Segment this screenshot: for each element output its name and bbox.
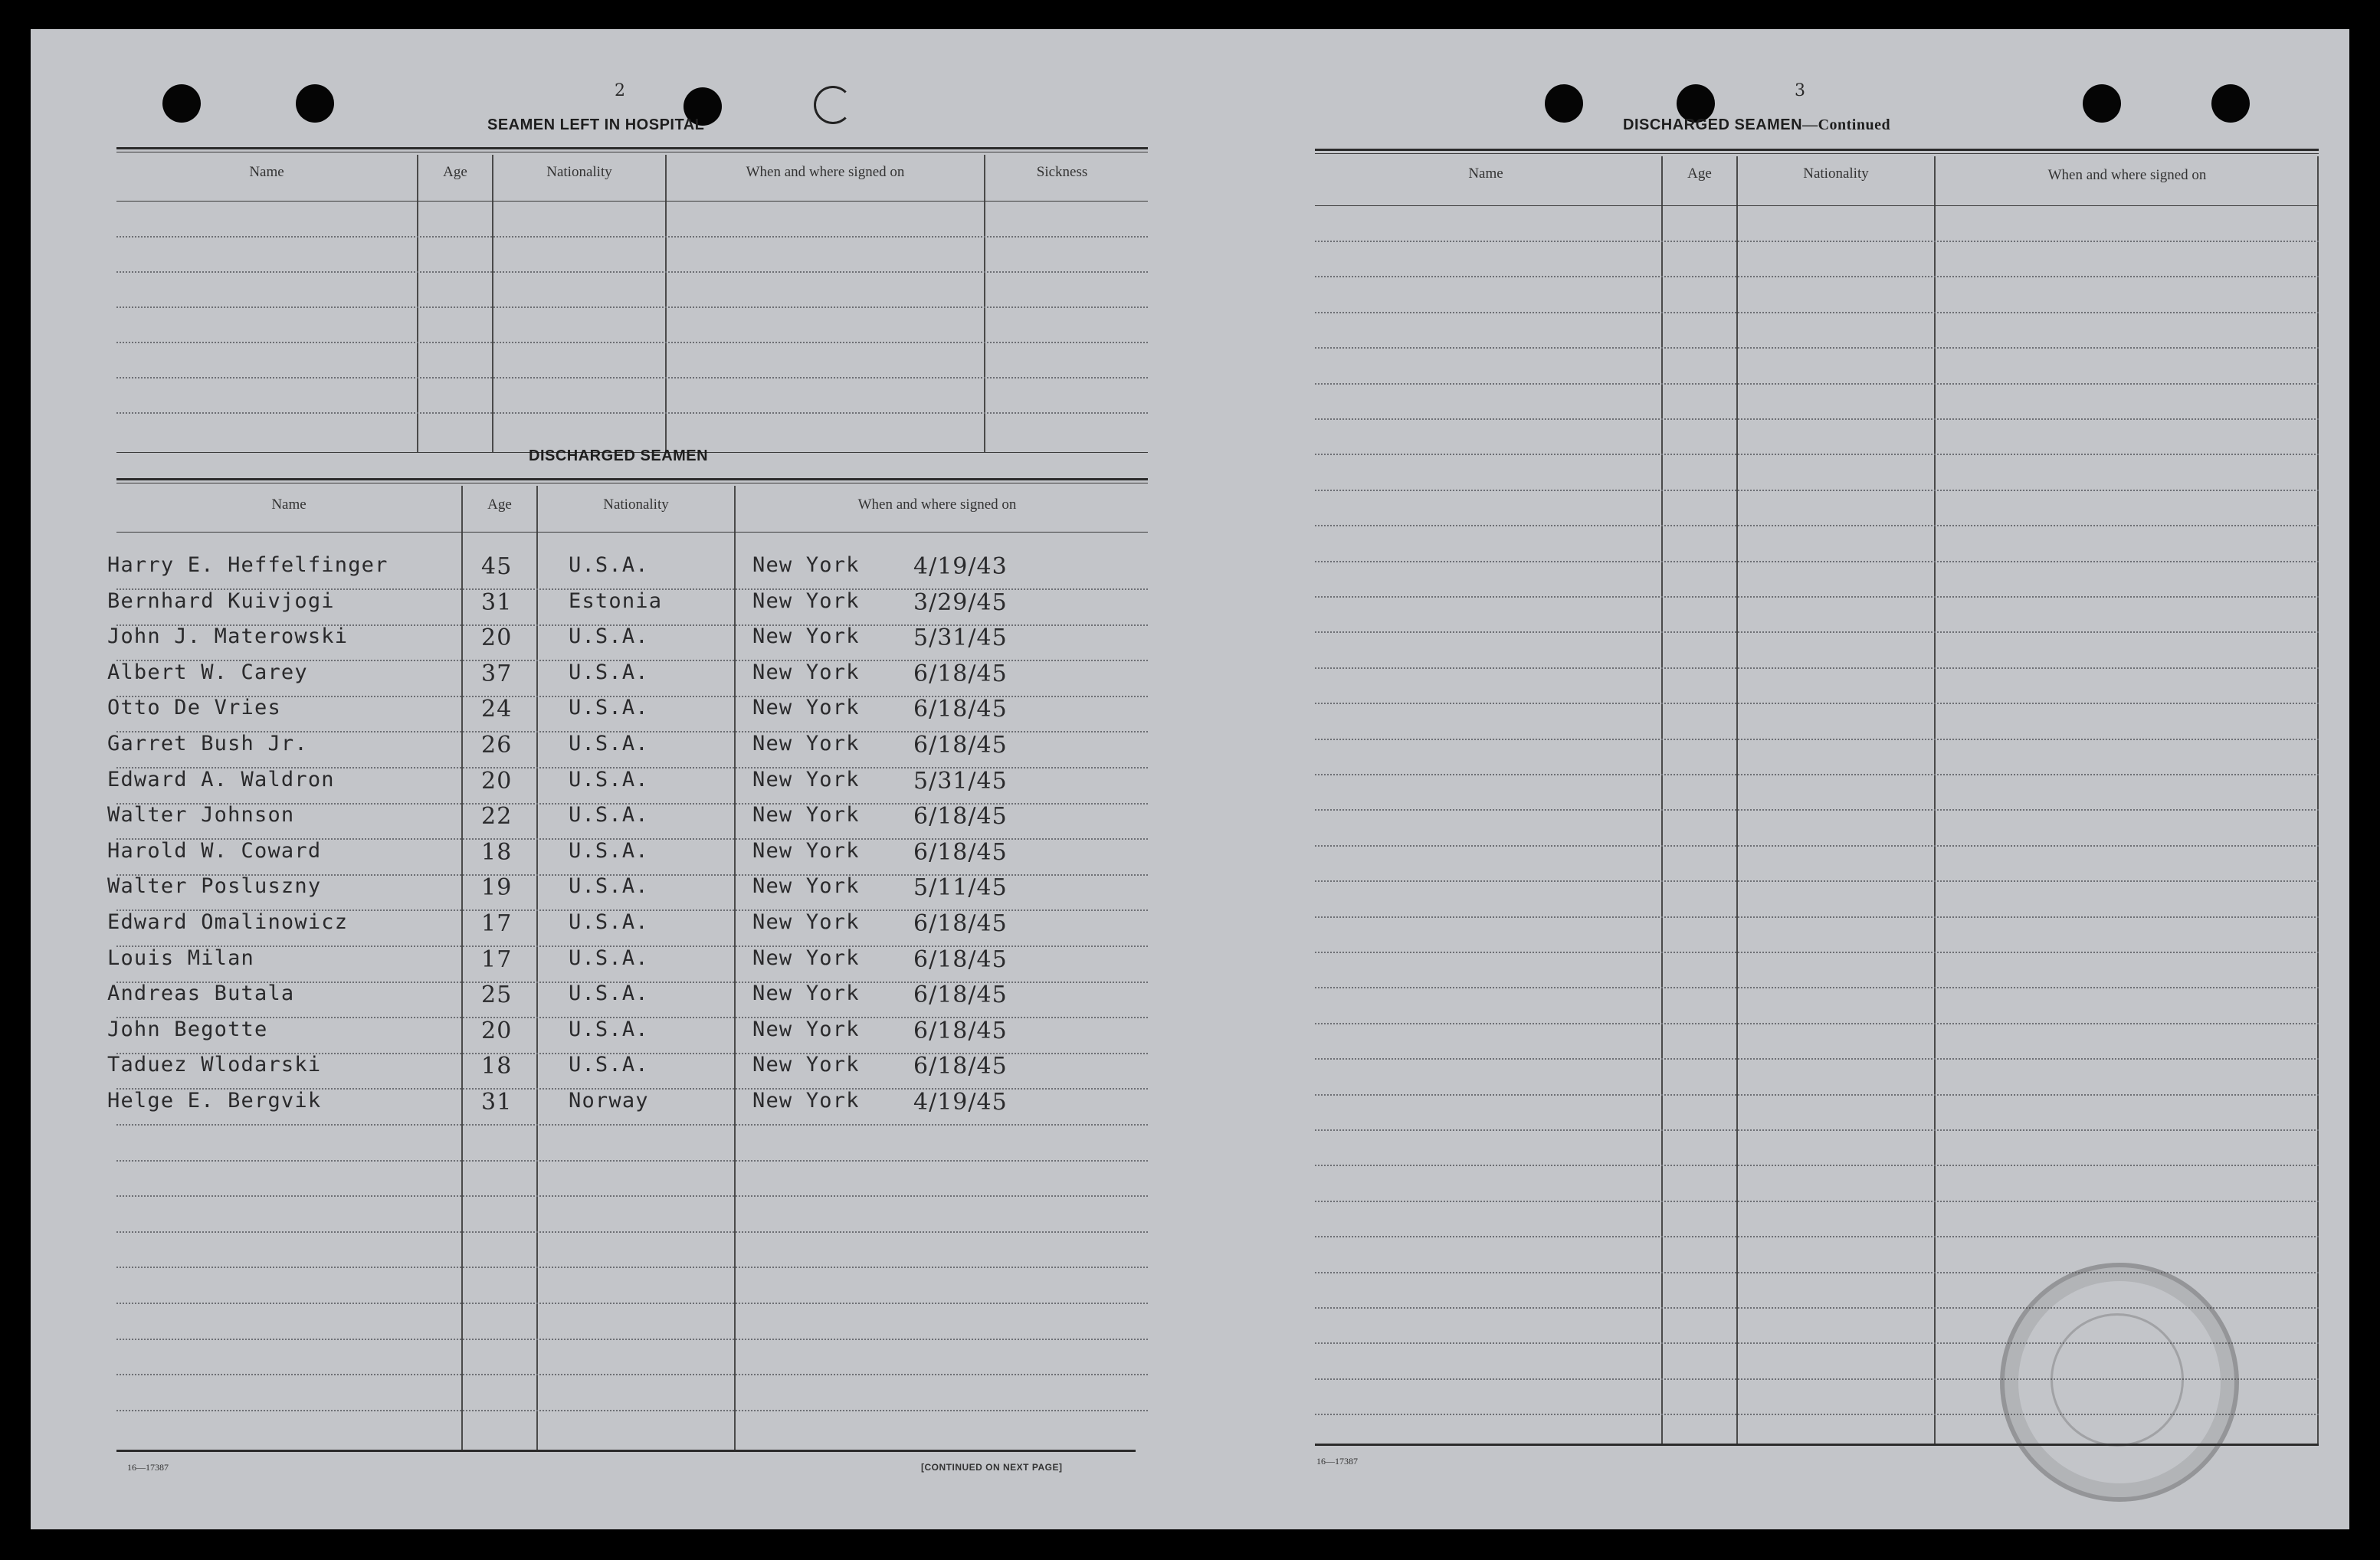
row-line xyxy=(116,1374,1148,1375)
table-rule xyxy=(116,147,1148,149)
seaman-age: 20 xyxy=(481,624,513,651)
seaman-name: John Begotte xyxy=(107,1018,268,1041)
column-divider xyxy=(2317,156,2319,1444)
row-line xyxy=(1315,845,2319,847)
row-line xyxy=(1315,561,2319,562)
column-divider xyxy=(665,155,667,452)
row-line xyxy=(1315,916,2319,918)
table-rule xyxy=(1315,205,2319,206)
row-line xyxy=(116,412,1148,414)
signed-on-place: New York xyxy=(752,1053,860,1077)
seaman-age: 18 xyxy=(481,839,513,866)
seaman-nationality: U.S.A. xyxy=(569,1018,649,1041)
column-divider xyxy=(1736,156,1738,1444)
row-line xyxy=(116,1267,1148,1268)
row-line xyxy=(1315,631,2319,633)
row-line xyxy=(116,342,1148,343)
row-line xyxy=(1315,1058,2319,1060)
signed-on-date: 6/18/45 xyxy=(913,803,1008,830)
row-line xyxy=(116,731,1148,732)
hospital-header-nationality: Nationality xyxy=(546,164,612,180)
right-header-nationality: Nationality xyxy=(1803,166,1869,182)
column-divider xyxy=(417,155,418,452)
title-suffix: —Continued xyxy=(1802,116,1891,133)
table-rule xyxy=(116,478,1148,480)
seaman-name: Bernhard Kuivjogi xyxy=(107,589,335,613)
signed-on-date: 6/18/45 xyxy=(913,946,1008,973)
seaman-name: Andreas Butala xyxy=(107,982,295,1005)
row-line xyxy=(116,377,1148,379)
signed-on-date: 6/18/45 xyxy=(913,1053,1008,1080)
row-line xyxy=(1315,347,2319,349)
row-line xyxy=(116,271,1148,273)
seaman-age: 37 xyxy=(481,660,513,687)
seaman-age: 17 xyxy=(481,946,513,973)
title-text: DISCHARGED SEAMEN xyxy=(1623,116,1803,133)
signed-on-date: 5/31/45 xyxy=(913,768,1008,795)
column-divider xyxy=(984,155,985,452)
row-line xyxy=(1315,525,2319,526)
seaman-age: 24 xyxy=(481,696,513,723)
punch-hole xyxy=(296,84,334,123)
row-line xyxy=(116,1160,1148,1162)
discharged-continued-title xyxy=(1623,116,1890,134)
signed-on-date: 4/19/45 xyxy=(913,1089,1008,1116)
row-line xyxy=(1315,952,2319,953)
row-line xyxy=(116,1088,1148,1090)
punch-hole xyxy=(162,84,201,123)
seaman-age: 20 xyxy=(481,768,513,795)
row-line xyxy=(1315,1201,2319,1202)
seaman-name: Harold W. Coward xyxy=(107,839,322,863)
row-line xyxy=(1315,1094,2319,1096)
page-number: 2 xyxy=(615,81,625,100)
seaman-name: Garret Bush Jr. xyxy=(107,732,308,755)
row-line xyxy=(116,1053,1148,1054)
continued-note: [CONTINUED ON NEXT PAGE] xyxy=(921,1462,1063,1473)
seaman-nationality: U.S.A. xyxy=(569,910,649,934)
discharged-header-name: Name xyxy=(271,497,307,513)
signed-on-date: 6/18/45 xyxy=(913,1018,1008,1044)
signed-on-date: 6/18/45 xyxy=(913,839,1008,866)
signed-on-place: New York xyxy=(752,553,860,577)
discharged-section-title: DISCHARGED SEAMEN xyxy=(529,447,709,464)
seaman-age: 25 xyxy=(481,982,513,1008)
seaman-name: Otto De Vries xyxy=(107,696,281,719)
punch-hole xyxy=(1545,84,1583,123)
signed-on-place: New York xyxy=(752,839,860,863)
seaman-age: 19 xyxy=(481,874,513,901)
column-divider xyxy=(1934,156,1936,1444)
seaman-nationality: U.S.A. xyxy=(569,553,649,577)
discharged-header-signed-on: When and where signed on xyxy=(857,497,1017,513)
hospital-header-name: Name xyxy=(249,164,284,180)
row-line xyxy=(116,696,1148,697)
row-line xyxy=(1315,667,2319,669)
signed-on-place: New York xyxy=(752,624,860,648)
signed-on-place: New York xyxy=(752,732,860,755)
seaman-age: 20 xyxy=(481,1018,513,1044)
row-line xyxy=(116,838,1148,840)
punch-hole xyxy=(2083,84,2121,123)
punch-hole xyxy=(814,86,852,124)
signed-on-date: 4/19/43 xyxy=(913,553,1008,580)
signed-on-place: New York xyxy=(752,589,860,613)
discharged-header-nationality: Nationality xyxy=(603,497,669,513)
table-rule xyxy=(116,532,1148,533)
signed-on-date: 6/18/45 xyxy=(913,910,1008,937)
row-line xyxy=(1315,241,2319,242)
seaman-name: Harry E. Heffelfinger xyxy=(107,553,388,577)
customs-stamp xyxy=(2000,1263,2239,1502)
row-line xyxy=(116,660,1148,661)
row-line xyxy=(1315,1236,2319,1237)
signed-on-place: New York xyxy=(752,874,860,898)
row-line xyxy=(116,306,1148,308)
row-line xyxy=(116,803,1148,805)
hospital-header-sickness: Sickness xyxy=(1036,164,1088,180)
table-rule xyxy=(1315,149,2319,151)
seaman-name: Albert W. Carey xyxy=(107,660,308,684)
seaman-nationality: Norway xyxy=(569,1089,649,1113)
seaman-nationality: Estonia xyxy=(569,589,663,613)
signed-on-date: 5/31/45 xyxy=(913,624,1008,651)
seaman-age: 18 xyxy=(481,1053,513,1080)
signed-on-place: New York xyxy=(752,660,860,684)
seaman-nationality: U.S.A. xyxy=(569,839,649,863)
seaman-name: Helge E. Bergvik xyxy=(107,1089,322,1113)
seaman-name: Walter Posluszny xyxy=(107,874,322,898)
row-line xyxy=(116,909,1148,911)
seaman-age: 31 xyxy=(481,589,513,616)
row-line xyxy=(1315,703,2319,704)
row-line xyxy=(116,1124,1148,1126)
row-line xyxy=(116,236,1148,238)
row-line xyxy=(1315,880,2319,882)
signed-on-place: New York xyxy=(752,982,860,1005)
form-number: 16—17387 xyxy=(127,1462,169,1473)
row-line xyxy=(116,588,1148,590)
hospital-section-title: SEAMEN LEFT IN HOSPITAL xyxy=(487,116,705,133)
punch-hole xyxy=(2211,84,2250,123)
seaman-nationality: U.S.A. xyxy=(569,660,649,684)
seaman-nationality: U.S.A. xyxy=(569,874,649,898)
row-line xyxy=(1315,809,2319,811)
row-line xyxy=(116,1303,1148,1304)
row-line xyxy=(1315,312,2319,313)
hospital-header-age: Age xyxy=(443,164,467,180)
row-line xyxy=(1315,596,2319,598)
row-line xyxy=(1315,987,2319,988)
row-line xyxy=(116,1017,1148,1018)
seaman-nationality: U.S.A. xyxy=(569,982,649,1005)
seaman-age: 45 xyxy=(481,553,513,580)
row-line xyxy=(1315,739,2319,740)
seaman-name: Edward Omalinowicz xyxy=(107,910,349,934)
row-line xyxy=(116,1339,1148,1340)
seaman-name: Taduez Wlodarski xyxy=(107,1053,322,1077)
signed-on-date: 5/11/45 xyxy=(913,874,1008,901)
signed-on-date: 6/18/45 xyxy=(913,696,1008,723)
column-divider xyxy=(1661,156,1663,1444)
signed-on-place: New York xyxy=(752,1089,860,1113)
signed-on-date: 6/18/45 xyxy=(913,732,1008,759)
seaman-nationality: U.S.A. xyxy=(569,696,649,719)
customs-stamp-inner xyxy=(2051,1313,2184,1447)
table-rule xyxy=(116,1450,1136,1452)
column-divider xyxy=(536,486,538,1450)
seaman-nationality: U.S.A. xyxy=(569,768,649,791)
row-line xyxy=(1315,454,2319,455)
seaman-name: John J. Materowski xyxy=(107,624,349,648)
seaman-age: 31 xyxy=(481,1089,513,1116)
row-line xyxy=(1315,1129,2319,1131)
column-divider xyxy=(734,486,736,1450)
signed-on-place: New York xyxy=(752,910,860,934)
signed-on-place: New York xyxy=(752,946,860,970)
column-divider xyxy=(492,155,493,452)
row-line xyxy=(1315,383,2319,385)
seaman-age: 26 xyxy=(481,732,513,759)
row-line xyxy=(1315,1023,2319,1024)
row-line xyxy=(116,1195,1148,1197)
manifest-sheet xyxy=(31,29,2349,1529)
table-rule xyxy=(1315,153,2319,154)
table-rule xyxy=(116,201,1148,202)
seaman-name: Louis Milan xyxy=(107,946,255,970)
signed-on-date: 6/18/45 xyxy=(913,660,1008,687)
signed-on-place: New York xyxy=(752,696,860,719)
row-line xyxy=(116,767,1148,769)
row-line xyxy=(1315,276,2319,277)
discharged-header-age: Age xyxy=(487,497,512,513)
right-header-age: Age xyxy=(1687,166,1712,182)
seaman-age: 17 xyxy=(481,910,513,937)
left-page xyxy=(31,29,1211,1529)
row-line xyxy=(116,982,1148,983)
row-line xyxy=(1315,1165,2319,1166)
row-line xyxy=(116,946,1148,947)
row-line xyxy=(1315,774,2319,775)
seaman-nationality: U.S.A. xyxy=(569,1053,649,1077)
seaman-nationality: U.S.A. xyxy=(569,946,649,970)
right-header-signed-on: When and where signed on xyxy=(2047,167,2207,183)
row-line xyxy=(1315,418,2319,420)
signed-on-place: New York xyxy=(752,1018,860,1041)
form-number: 16—17387 xyxy=(1316,1456,1358,1467)
row-line xyxy=(116,624,1148,626)
row-line xyxy=(116,1410,1148,1411)
signed-on-place: New York xyxy=(752,803,860,827)
row-line xyxy=(1315,490,2319,491)
seaman-nationality: U.S.A. xyxy=(569,803,649,827)
column-divider xyxy=(461,486,463,1450)
seaman-nationality: U.S.A. xyxy=(569,624,649,648)
row-line xyxy=(116,874,1148,876)
right-header-name: Name xyxy=(1468,166,1503,182)
seaman-name: Walter Johnson xyxy=(107,803,295,827)
seaman-age: 22 xyxy=(481,803,513,830)
seaman-name: Edward A. Waldron xyxy=(107,768,335,791)
page-number: 3 xyxy=(1795,81,1805,100)
seaman-nationality: U.S.A. xyxy=(569,732,649,755)
hospital-header-signed-on: When and where signed on xyxy=(746,164,905,180)
row-line xyxy=(116,1231,1148,1233)
signed-on-date: 6/18/45 xyxy=(913,982,1008,1008)
signed-on-place: New York xyxy=(752,768,860,791)
signed-on-date: 3/29/45 xyxy=(913,589,1008,616)
